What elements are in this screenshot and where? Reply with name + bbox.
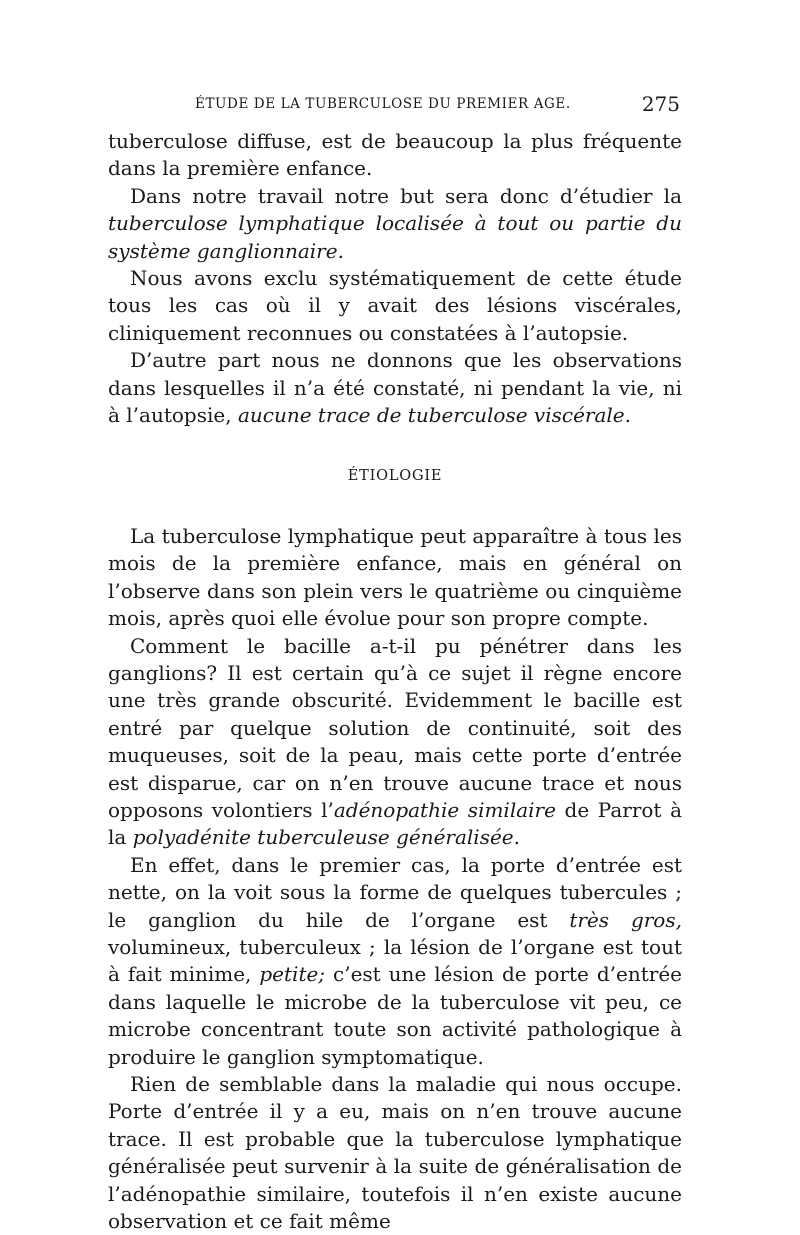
italic-phrase: très gros, xyxy=(569,907,682,932)
body-text xyxy=(108,128,682,1235)
paragraph-text: D’autre part nous ne donnons que les observations dans lesquelles il n’a été constaté, ni pendant la vie, ni à l’autopsie, xyxy=(108,348,682,428)
paragraph-text: de Parrot à la xyxy=(108,797,682,850)
paragraph-bacillus xyxy=(108,633,682,852)
paragraph-text: En effet, dans le premier cas, la porte d’entrée est nette, on la voit sous la forme de quelques tubercules ; le ganglion du hile de l’organe est xyxy=(108,852,682,932)
paragraph-observations xyxy=(108,347,682,429)
italic-phrase: aucune trace de tuberculose viscérale. xyxy=(237,403,631,428)
italic-phrase: adénopathie similaire xyxy=(333,797,556,822)
paragraph-text: volumineux, tuberculeux ; la lésion de l’organe est tout à fait minime, xyxy=(108,934,682,987)
paragraph-text: . xyxy=(513,825,520,850)
paragraph-text: c’est une lésion de porte d’entrée dans laquelle le microbe de la tuberculose vit peu, ce microbe concentrant toute son activité pathologique à produire le ganglion symptomatique. xyxy=(108,962,682,1069)
italic-phrase: polyadénite tuberculeuse généralisée xyxy=(132,825,514,850)
page-number: 275 xyxy=(641,92,680,116)
paragraph-continuation: tuberculose diffuse, est de beaucoup la plus fréquente dans la première enfance. xyxy=(108,129,682,181)
section-title: ÉTIOLOGIE xyxy=(347,468,443,485)
italic-phrase: petite; xyxy=(259,962,326,987)
paragraph-text: Comment le bacille a-t-il pu pénétrer dans les ganglions? Il est certain qu’à ce sujet il règne encore une très grande obscurité. Evidemment le bacille est entré par quelque solution de continuité, soit des muqueuses, soit de la peau, mais cette porte d’entrée est disparue, car on n’en trouve aucune trace et nous opposons volontiers l’ xyxy=(108,633,682,822)
italic-phrase: tuberculose lymphatique localisée à tout ou partie du système ganglionnaire. xyxy=(108,211,682,263)
paragraph-exclusion: Nous avons exclu systématiquement de cette étude tous les cas où il y avait des lésions viscérales, cliniquement reconnues ou constatées à l’autopsie. xyxy=(108,266,682,345)
running-title: ÉTUDE DE LA TUBERCULOSE DU PREMIER AGE. xyxy=(195,96,571,112)
page-header xyxy=(195,92,680,122)
paragraph-text: Dans notre travail notre but sera donc d’étudier la xyxy=(130,183,682,208)
paragraph-first-case xyxy=(108,852,682,1071)
paragraph-etiology-intro: La tuberculose lymphatique peut apparaître à tous les mois de la première enfance, mais en général on l’observe dans son plein vers le quatrième ou cinquième mois, après quoi elle évolue pour son propre compte. xyxy=(108,523,682,631)
paragraph-aim xyxy=(108,183,682,265)
paragraph-nothing-similar: Rien de semblable dans la maladie qui nous occupe. Porte d’entrée il y a eu, mais on n’en trouve aucune trace. Il est probable que la tuberculose lymphatique généralisée peut survenir à la suite de généralisation de l’adénopathie similaire, toutefois il n’en existe aucune observation et ce fait même xyxy=(108,1072,682,1234)
